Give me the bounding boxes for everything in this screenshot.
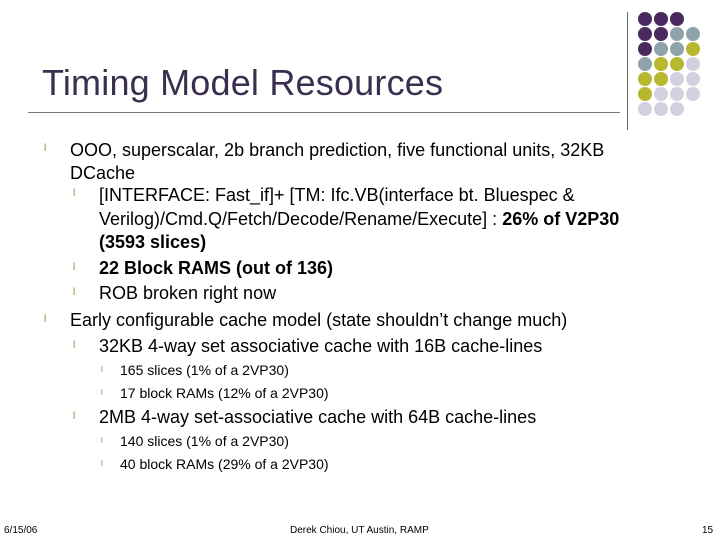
bullet-icon: l bbox=[44, 143, 47, 154]
sub-bullet-text-part: Verilog)/Cmd.Q/Fetch/Decode/Rename/Execute] : bbox=[99, 209, 503, 229]
bullet-icon: l bbox=[101, 365, 103, 374]
bullet-text: DCache bbox=[70, 163, 136, 183]
bullet-icon: l bbox=[101, 436, 103, 445]
footer-page-number: 15 bbox=[702, 525, 714, 536]
sub-bullet-bold-text: 22 Block RAMS (out of 136) bbox=[99, 258, 334, 278]
bullet-icon: l bbox=[101, 459, 103, 468]
sub-bullet-text: [INTERFACE: Fast_if]+ [TM: Ifc.VB(interface bt. Bluespec & bbox=[99, 185, 575, 205]
bullet-icon: l bbox=[73, 262, 76, 273]
bullet-icon: l bbox=[73, 411, 76, 422]
detail-text: 140 slices (1% of a 2VP30) bbox=[120, 433, 289, 449]
footer-author: Derek Chiou, UT Austin, RAMP bbox=[290, 525, 429, 536]
detail-text: 165 slices (1% of a 2VP30) bbox=[120, 362, 289, 378]
bullet-icon: l bbox=[73, 188, 76, 199]
slide-title: Timing Model Resources bbox=[42, 62, 444, 103]
bullet-icon: l bbox=[44, 314, 47, 325]
bullet-text: OOO, superscalar, 2b branch prediction, five functional units, 32KB bbox=[70, 140, 605, 160]
bullet-icon: l bbox=[73, 340, 76, 351]
bullet-icon: l bbox=[101, 388, 103, 397]
sub-bullet-text: ROB broken right now bbox=[99, 283, 277, 303]
sub-bullet-text bbox=[99, 210, 619, 228]
detail-text: 40 block RAMs (29% of a 2VP30) bbox=[120, 456, 329, 472]
bullet-text: Early configurable cache model (state shouldn’t change much) bbox=[70, 310, 568, 330]
sub-bullet-text: 2MB 4-way set-associative cache with 64B cache-lines bbox=[99, 407, 537, 427]
sub-bullet-bold-text: 26% of V2P30 bbox=[502, 209, 620, 229]
footer-date: 6/15/06 bbox=[4, 525, 38, 536]
sub-bullet-text: 32KB 4-way set associative cache with 16B cache-lines bbox=[99, 336, 543, 356]
detail-text: 17 block RAMs (12% of a 2VP30) bbox=[120, 385, 329, 401]
sub-bullet-bold-text: (3593 slices) bbox=[99, 232, 207, 252]
bullet-icon: l bbox=[73, 287, 76, 298]
